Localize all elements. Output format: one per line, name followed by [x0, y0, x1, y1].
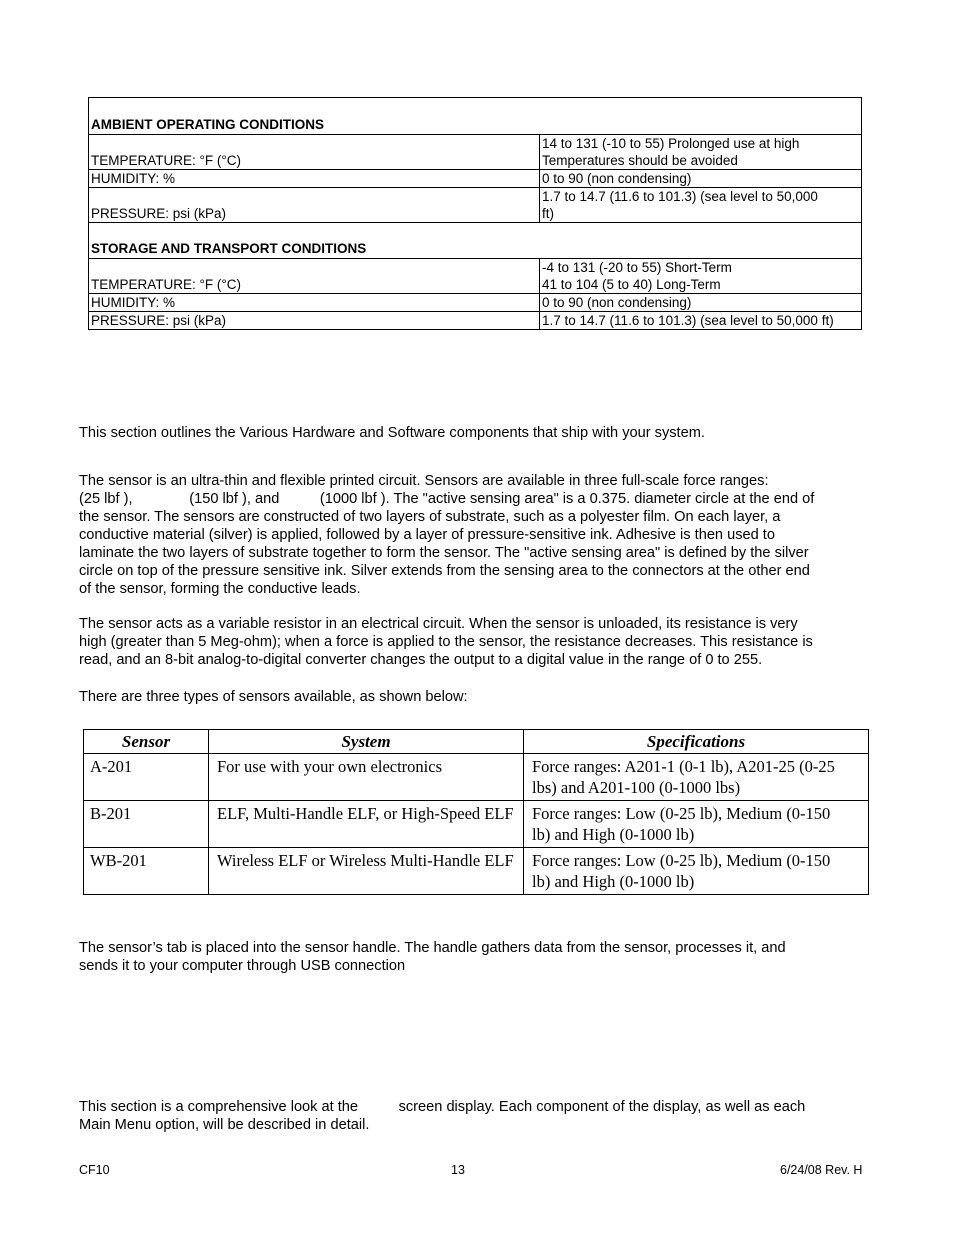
value-line: 41 to 104 (5 to 40) Long-Term [542, 277, 721, 292]
value-line: ft) [542, 206, 554, 221]
text-line: (25 lbf ), (150 lbf ), and (1000 lbf ). The "active sensing area" is a 0.375. diameter circle at the end of [79, 491, 815, 507]
ambient-heading-row [89, 98, 862, 135]
storage-heading: STORAGE AND TRANSPORT CONDITIONS [89, 223, 862, 259]
storage-pressure-row [89, 312, 862, 330]
header-system: System [209, 730, 524, 754]
row-value: 0 to 90 (non condensing) [540, 170, 862, 188]
text-line: The sensor’s tab is placed into the sensor handle. The handle gathers data from the sensor, processes it, and [79, 940, 786, 956]
ambient-heading: AMBIENT OPERATING CONDITIONS [89, 98, 862, 135]
value-line: -4 to 131 (-20 to 55) Short-Term [542, 260, 732, 275]
conditions-table [88, 97, 862, 330]
row-label: HUMIDITY: % [89, 294, 540, 312]
value-line: 1.7 to 14.7 (11.6 to 101.3) (sea level to 50,000 [542, 189, 818, 204]
sensor-cell: WB-201 [84, 848, 209, 895]
text-line: high (greater than 5 Meg-ohm); when a force is applied to the sensor, the resistance decreases. This resistance is [79, 634, 813, 650]
ambient-temperature-row [89, 135, 862, 170]
header-sensor: Sensor [84, 730, 209, 754]
intro-paragraph: This section outlines the Various Hardware and Software components that ship with your system. [79, 425, 705, 441]
resistor-paragraph [79, 615, 889, 669]
text-line: read, and an 8-bit analog-to-digital converter changes the output to a digital value in the range of 0 to 255. [79, 652, 763, 668]
sensor-types-paragraph: There are three types of sensors available, as shown below: [79, 689, 468, 705]
footer-doc-id: CF10 [79, 1163, 110, 1177]
spec-cell [524, 754, 869, 801]
text-line: circle on top of the pressure sensitive ink. Silver extends from the sensing area to the connectors at the other end [79, 563, 810, 579]
spec-line: Force ranges: Low (0-25 lb), Medium (0-150 [532, 851, 831, 870]
row-label: TEMPERATURE: °F (°C) [89, 259, 540, 294]
row-label: HUMIDITY: % [89, 170, 540, 188]
row-label: PRESSURE: psi (kPa) [89, 312, 540, 330]
row-value [540, 188, 862, 223]
text-line: the sensor. The sensors are constructed of two layers of substrate, such as a polyester film. On each layer, a [79, 509, 781, 525]
spec-line: lb) and High (0-1000 lb) [532, 872, 695, 891]
row-value [540, 135, 862, 170]
system-cell: Wireless ELF or Wireless Multi-Handle ELF [209, 848, 524, 895]
sensor-cell: A-201 [84, 754, 209, 801]
storage-temperature-row [89, 259, 862, 294]
text-line: conductive material (silver) is applied, followed by a layer of pressure-sensitive ink. Adhesive is then used to [79, 527, 775, 543]
row-label: PRESSURE: psi (kPa) [89, 188, 540, 223]
system-cell: For use with your own electronics [209, 754, 524, 801]
sensor-table-header [84, 730, 869, 754]
text-line: This section is a comprehensive look at the screen display. Each component of the display, as well as each [79, 1099, 806, 1115]
text-line: Main Menu option, will be described in detail. [79, 1117, 370, 1133]
sensor-description-paragraph [79, 472, 889, 598]
storage-humidity-row [89, 294, 862, 312]
spec-line: lbs) and A201-100 (0-1000 lbs) [532, 778, 741, 797]
table-row [84, 848, 869, 895]
spec-cell [524, 848, 869, 895]
text-line: of the sensor, forming the conductive leads. [79, 581, 361, 597]
sensor-table [83, 729, 869, 895]
text-line: sends it to your computer through USB connection [79, 958, 406, 974]
footer-page-number: 13 [451, 1163, 465, 1177]
row-value: 0 to 90 (non condensing) [540, 294, 862, 312]
ambient-humidity-row [89, 170, 862, 188]
footer-revision: 6/24/08 Rev. H [780, 1163, 863, 1177]
display-paragraph [79, 1098, 879, 1134]
text-line: The sensor acts as a variable resistor in an electrical circuit. When the sensor is unloaded, its resistance is very [79, 616, 798, 632]
sensor-cell: B-201 [84, 801, 209, 848]
table-row [84, 754, 869, 801]
row-value: 1.7 to 14.7 (11.6 to 101.3) (sea level to 50,000 ft) [540, 312, 862, 330]
spec-line: Force ranges: A201-1 (0-1 lb), A201-25 (0-25 [532, 757, 835, 776]
ambient-pressure-row [89, 188, 862, 223]
header-specifications: Specifications [524, 730, 869, 754]
row-value [540, 259, 862, 294]
value-line: 14 to 131 (-10 to 55) Prolonged use at high [542, 136, 800, 151]
handle-paragraph [79, 939, 879, 975]
value-line: Temperatures should be avoided [542, 153, 738, 168]
text-line: The sensor is an ultra-thin and flexible printed circuit. Sensors are available in three full-scale force ranges: [79, 473, 769, 489]
text-line: laminate the two layers of substrate together to form the sensor. The "active sensing area" is defined by the silver [79, 545, 809, 561]
spec-cell [524, 801, 869, 848]
storage-heading-row [89, 223, 862, 259]
spec-line: lb) and High (0-1000 lb) [532, 825, 695, 844]
row-label: TEMPERATURE: °F (°C) [89, 135, 540, 170]
spec-line: Force ranges: Low (0-25 lb), Medium (0-150 [532, 804, 831, 823]
system-cell: ELF, Multi-Handle ELF, or High-Speed ELF [209, 801, 524, 848]
table-row [84, 801, 869, 848]
